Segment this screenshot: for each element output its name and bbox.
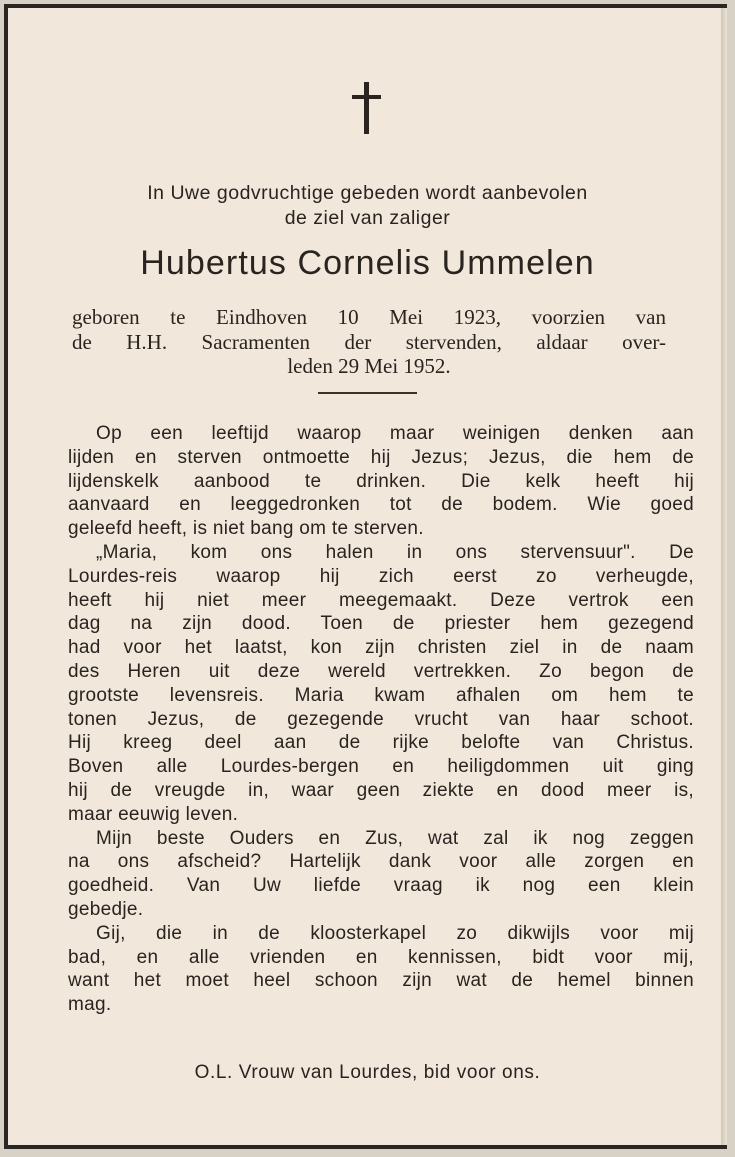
text-line: „Maria, kom ons halen in ons stervensuur". De — [96, 541, 694, 563]
text-line: aanvaard en leeggedronken tot de bodem. Wie goed — [68, 494, 694, 516]
birth-death-info — [72, 305, 666, 379]
text-line: na ons afscheid? Hartelijk dank voor alle zorgen en — [68, 851, 694, 873]
intro-line-1: In Uwe godvruchtige gebeden wordt aanbevolen — [147, 182, 588, 204]
text-line: Hij kreeg deel aan de rijke belofte van Christus. — [68, 732, 694, 754]
birth-death-line: de H.H. Sacramenten der stervenden, aldaar over- — [72, 329, 666, 354]
text-line: had voor het laatst, kon zijn christen ziel in de naam — [68, 637, 694, 659]
text-line: hij de vreugde in, waar geen ziekte en dood meer is, — [68, 779, 694, 801]
text-line: geleefd heeft, is niet bang om te sterven. — [68, 518, 424, 540]
text-line: mag. — [68, 994, 112, 1016]
text-line: Lourdes-reis waarop hij zich eerst zo verheugde, — [68, 565, 694, 587]
text-line: gebedje. — [68, 898, 144, 920]
divider — [318, 392, 417, 394]
deceased-name: Hubertus Cornelis Ummelen — [140, 244, 595, 282]
memorial-text — [68, 422, 694, 1017]
text-line: Gij, die in de kloosterkapel zo dikwijls voor mij — [96, 922, 694, 944]
text-line: bad, en alle vrienden en kennissen, bidt voor mij, — [68, 946, 694, 968]
text-line: tonen Jezus, de gezegende vrucht van haar schoot. — [68, 708, 694, 730]
text-line: goedheid. Van Uw liefde vraag ik nog een klein — [68, 875, 694, 897]
text-line: grootste levensreis. Maria kwam afhalen om hem te — [68, 684, 694, 706]
text-line: maar eeuwig leven. — [68, 803, 239, 825]
text-line: lijdenskelk aanbood te drinken. Die kelk heeft hij — [68, 470, 694, 492]
text-line: Mijn beste Ouders en Zus, wat zal ik nog zeggen — [96, 827, 694, 849]
cross-icon — [352, 82, 382, 134]
text-line: dag na zijn dood. Toen de priester hem gezegend — [68, 613, 694, 635]
text-line: des Heren uit deze wereld vertrekken. Zo begon de — [68, 660, 694, 682]
text-line: Boven alle Lourdes-bergen en heiligdommen uit ging — [68, 756, 694, 778]
text-line: lijden en sterven ontmoette hij Jezus; Jezus, die hem de — [68, 446, 694, 468]
birth-death-line: geboren te Eindhoven 10 Mei 1923, voorzien van — [72, 305, 666, 329]
intro-line-2: de ziel van zaliger — [284, 207, 451, 229]
text-line: want het moet heel schoon zijn wat de hemel binnen — [68, 970, 694, 992]
closing-prayer: O.L. Vrouw van Lourdes, bid voor ons. — [194, 1062, 541, 1083]
text-line: Op een leeftijd waarop maar weinigen denken aan — [96, 423, 694, 444]
birth-death-line: leden 29 Mei 1952. — [287, 354, 451, 378]
text-line: heeft hij niet meer meegemaakt. Deze vertrok een — [68, 589, 694, 611]
